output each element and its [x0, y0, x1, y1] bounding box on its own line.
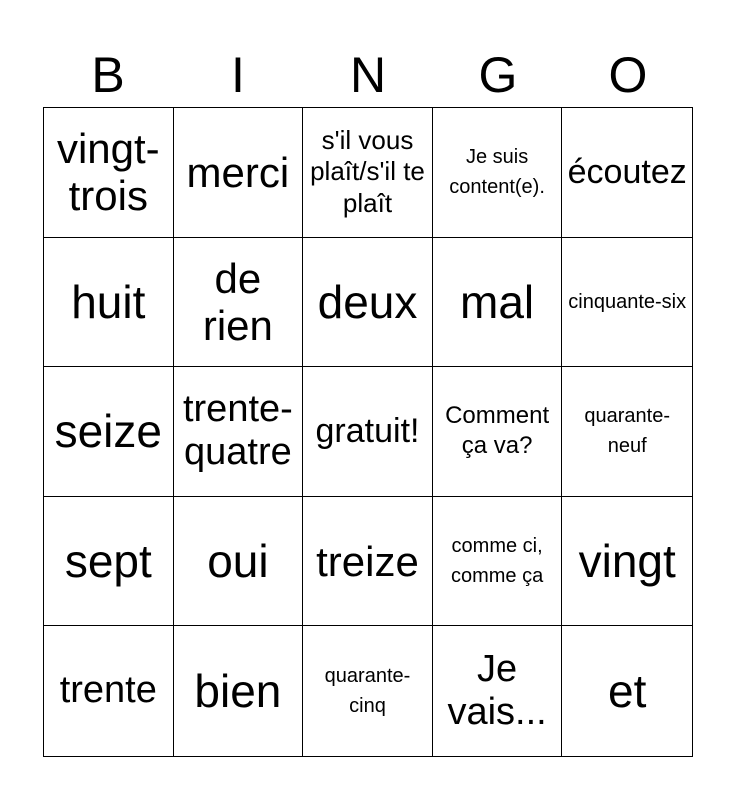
bingo-cell-r2c5[interactable]: cinquante-six	[562, 238, 692, 368]
bingo-cell-r5c1[interactable]: trente	[44, 626, 174, 756]
bingo-board	[43, 107, 693, 757]
bingo-cell-r2c3[interactable]: deux	[303, 238, 433, 368]
bingo-cell-r3c3[interactable]: gratuit!	[303, 367, 433, 497]
header-letter-g: G	[478, 47, 518, 103]
bingo-cell-r3c1[interactable]: seize	[44, 367, 174, 497]
bingo-cell-r3c2[interactable]: trente-quatre	[174, 367, 304, 497]
header-letter-o: O	[608, 47, 648, 103]
bingo-cell-r1c3[interactable]: s'il vous plaît/s'il te plaît	[303, 108, 433, 238]
bingo-cell-r1c5[interactable]: écoutez	[562, 108, 692, 238]
bingo-cell-r1c1[interactable]: vingt-trois	[44, 108, 174, 238]
bingo-cell-r2c1[interactable]: huit	[44, 238, 174, 368]
bingo-cell-r4c5[interactable]: vingt	[562, 497, 692, 627]
bingo-cell-r3c4[interactable]: Comment ça va?	[433, 367, 563, 497]
bingo-cell-r3c5[interactable]: quarante-neuf	[562, 367, 692, 497]
bingo-cell-r4c2[interactable]: oui	[174, 497, 304, 627]
bingo-cell-r2c4[interactable]: mal	[433, 238, 563, 368]
bingo-cell-r5c5[interactable]: et	[608, 664, 647, 717]
header-letter-b: B	[91, 47, 125, 103]
bingo-cell-r1c2[interactable]: merci	[174, 108, 304, 238]
bingo-cell-r4c4[interactable]: comme ci, comme ça	[433, 497, 563, 627]
bingo-cell-r5c3[interactable]: quarante-cinq	[303, 626, 433, 756]
bingo-cell-r5c2[interactable]: bien	[174, 626, 304, 756]
bingo-cell-r4c3[interactable]: treize	[303, 497, 433, 627]
bingo-cell-r5c4[interactable]: Je vais...	[433, 626, 563, 756]
bingo-cell-r4c1[interactable]: sept	[44, 497, 174, 627]
bingo-cell-r2c2[interactable]: de rien	[174, 238, 304, 368]
header-letter-i: I	[231, 47, 245, 103]
bingo-header	[43, 42, 693, 108]
bingo-cell-r1c4[interactable]: Je suis content(e).	[433, 108, 563, 238]
header-letter-n: N	[349, 47, 387, 103]
